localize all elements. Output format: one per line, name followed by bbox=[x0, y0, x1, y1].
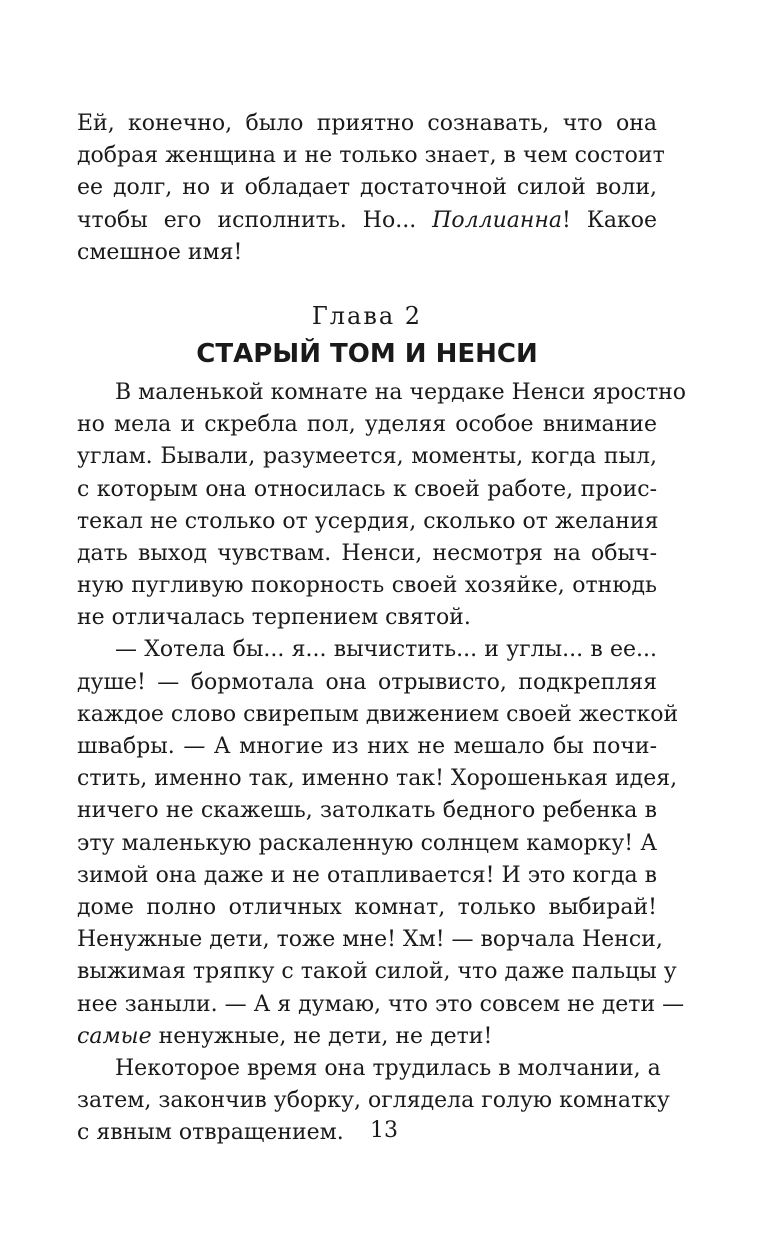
text-line bbox=[77, 205, 657, 237]
text-line: смешное имя! bbox=[77, 239, 243, 265]
page-number: 13 bbox=[370, 1118, 398, 1143]
text-line: В маленькой комнате на чердаке Ненси яростно bbox=[115, 379, 687, 405]
paragraph-2 bbox=[77, 634, 685, 1052]
text-line: ничего не скажешь, затолкать бедного ребенка в bbox=[77, 798, 657, 824]
text-line: ную пугливую покорность своей хозяйке, отнюдь bbox=[77, 573, 657, 599]
text-line: ее долг, но и обладает достаточной силой воли, bbox=[77, 175, 657, 201]
chapter-number: Глава 2 bbox=[311, 301, 423, 330]
text-line: Ей, конечно, было приятно сознавать, что она bbox=[77, 111, 657, 136]
text-line: — Хотела бы... я... вычистить... и углы... в ее... bbox=[115, 637, 657, 663]
text-line: выжимая тряпку с такой силой, что даже пальцы у bbox=[77, 959, 677, 985]
text-line: не отличалась терпением святой. bbox=[77, 605, 471, 631]
text-line: Ненужные дети, тоже мне! Хм! — ворчала Ненси, bbox=[77, 927, 663, 953]
text-line: стить, именно так, именно так! Хорошенькая идея, bbox=[77, 766, 678, 792]
text-line: с которым она относилась к своей работе, проис- bbox=[77, 476, 657, 502]
text-line: но мела и скребла пол, уделяя особое внимание bbox=[77, 412, 657, 438]
chapter-title: СТАРЫЙ ТОМ И НЕНСИ bbox=[196, 338, 538, 369]
emphasized-name: Поллианна bbox=[432, 207, 563, 233]
book-page bbox=[77, 108, 687, 1149]
text-line: эту маленькую раскаленную солнцем каморку! А bbox=[77, 830, 657, 856]
text-line: текал не столько от усердия, сколько от желания bbox=[77, 508, 659, 534]
text-line: Некоторое время она трудилась в молчании, а bbox=[115, 1055, 661, 1081]
text-fragment: ! Какое bbox=[562, 207, 657, 233]
text-line: швабры. — А многие из них не мешало бы почи- bbox=[77, 734, 657, 759]
text-line: зимой она даже и не отапливается! И это когда в bbox=[77, 862, 657, 888]
text-line: углам. Бывали, разумеется, моменты, когда пыл, bbox=[77, 444, 657, 470]
text-fragment: ненужные, не дети, не дети! bbox=[151, 1023, 493, 1049]
text-line: душе! — бормотала она отрывисто, подкрепляя bbox=[77, 669, 657, 695]
text-line: дать выход чувствам. Ненси, несмотря на обыч- bbox=[77, 540, 657, 566]
text-line bbox=[77, 1021, 657, 1053]
text-fragment: чтобы его исполнить. Но... bbox=[77, 207, 433, 233]
emphasized-word: самые bbox=[77, 1023, 152, 1049]
text-line: каждое слово свирепым движением своей жесткой bbox=[77, 701, 679, 727]
text-line: с явным отвращением. bbox=[77, 1120, 344, 1146]
text-line: добрая женщина и не только знает, в чем состоит bbox=[77, 143, 665, 169]
paragraph-1 bbox=[77, 377, 687, 635]
text-line: нее заныли. — А я думаю, что это совсем не дети — bbox=[77, 991, 685, 1017]
text-line: затем, закончив уборку, оглядела голую комнатку bbox=[77, 1088, 670, 1114]
text-line: доме полно отличных комнат, только выбирай! bbox=[77, 894, 657, 920]
